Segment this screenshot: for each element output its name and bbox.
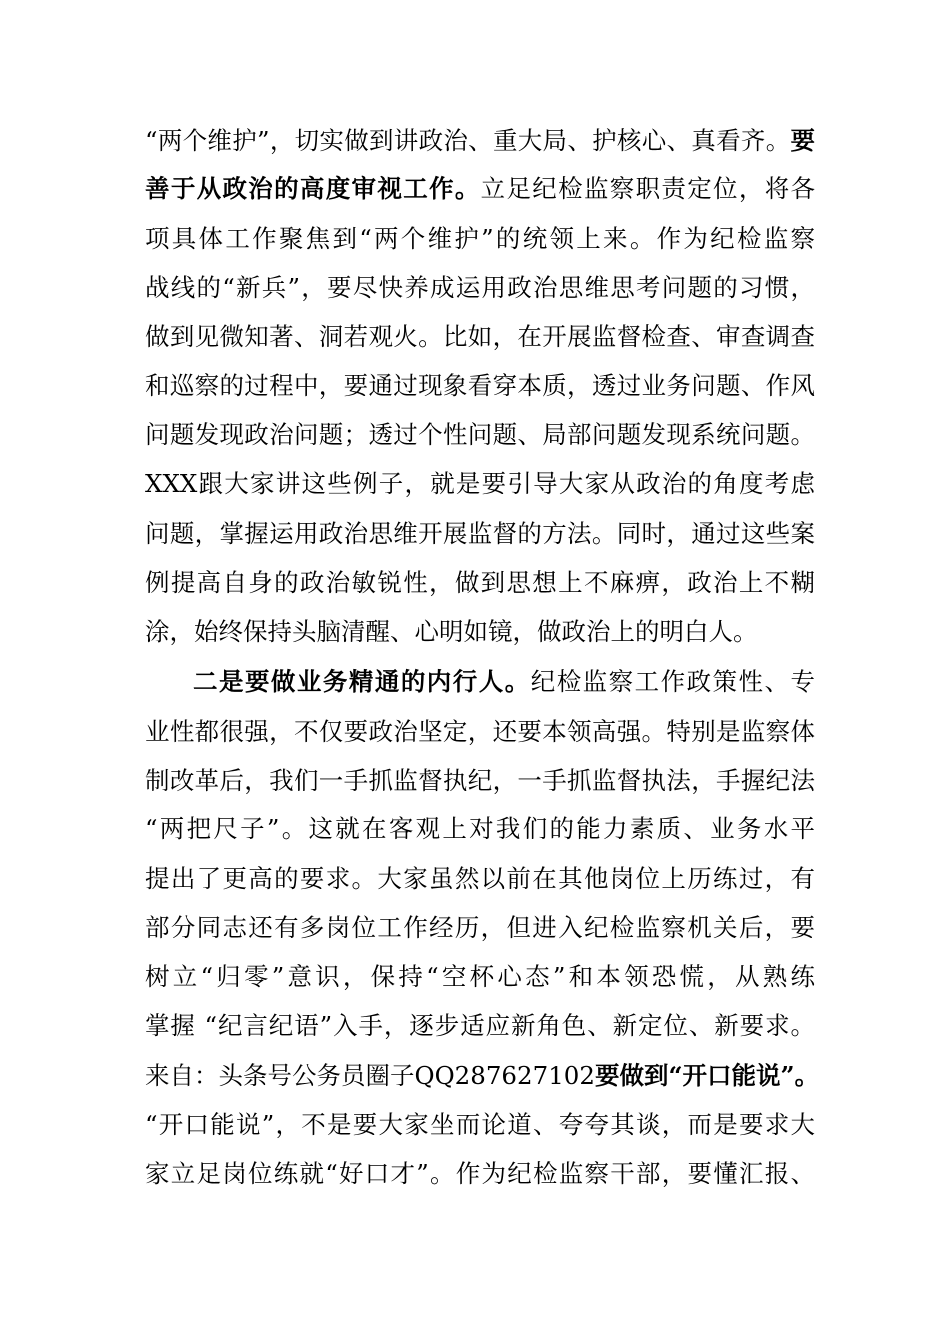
text-line: 问题发现政治问题；透过个性问题、局部问题发现系统问题。: [145, 420, 815, 449]
text-line: 掌握 “纪言纪语”入手，逐步适应新角色、新定位、新要求。: [145, 1011, 815, 1040]
text-line: 善于从政治的高度审视工作。立足纪检监察职责定位，将各: [145, 174, 816, 203]
text-line: 二是要做业务精通的内行人。纪检监察工作政策性、专: [193, 667, 816, 696]
text-line: 例提高自身的政治敏锐性，做到思想上不麻痹，政治上不糊: [145, 568, 815, 597]
text-line: 项具体工作聚焦到“两个维护”的统领上来。作为纪检监察: [145, 224, 815, 253]
text-line: 部分同志还有多岗位工作经历，但进入纪检监察机关后，要: [145, 913, 815, 942]
text-line: “开口能说”，不是要大家坐而论道、夸夸其谈，而是要求大: [145, 1110, 815, 1139]
text-line: 战线的“新兵”，要尽快养成运用政治思维思考问题的习惯，: [145, 273, 815, 302]
text-line: 做到见微知著、洞若观火。比如，在开展监督检查、审查调查: [145, 322, 815, 351]
text-line: “两把尺子”。这就在客观上对我们的能力素质、业务水平: [145, 814, 815, 843]
text-line: 和巡察的过程中，要通过现象看穿本质，透过业务问题、作风: [145, 371, 815, 400]
text-line: 家立足岗位练就“好口才”。作为纪检监察干部，要懂汇报、: [145, 1159, 815, 1188]
text-line: “两个维护”，切实做到讲政治、重大局、护核心、真看齐。要: [145, 126, 815, 155]
text-line: 业性都很强，不仅要政治坚定，还要本领高强。特别是监察体: [145, 717, 815, 746]
text-line: 制改革后，我们一手抓监督执纪，一手抓监督执法，手握纪法: [145, 766, 815, 795]
text-line: 涂，始终保持头脑清醒、心明如镜，做政治上的明白人。: [145, 617, 758, 646]
text-line: 提出了更高的要求。大家虽然以前在其他岗位上历练过，有: [145, 864, 815, 893]
text-line: 树立“归零”意识，保持“空杯心态”和本领恐慌，从熟练: [145, 962, 815, 991]
text-line: XXX跟大家讲这些例子，就是要引导大家从政治的角度考虑: [145, 469, 815, 498]
text-line: 问题，掌握运用政治思维开展监督的方法。同时，通过这些案: [145, 519, 815, 548]
text-line: 来自：头条号公务员圈子QQ287627102要做到“开口能说”。: [145, 1061, 820, 1090]
